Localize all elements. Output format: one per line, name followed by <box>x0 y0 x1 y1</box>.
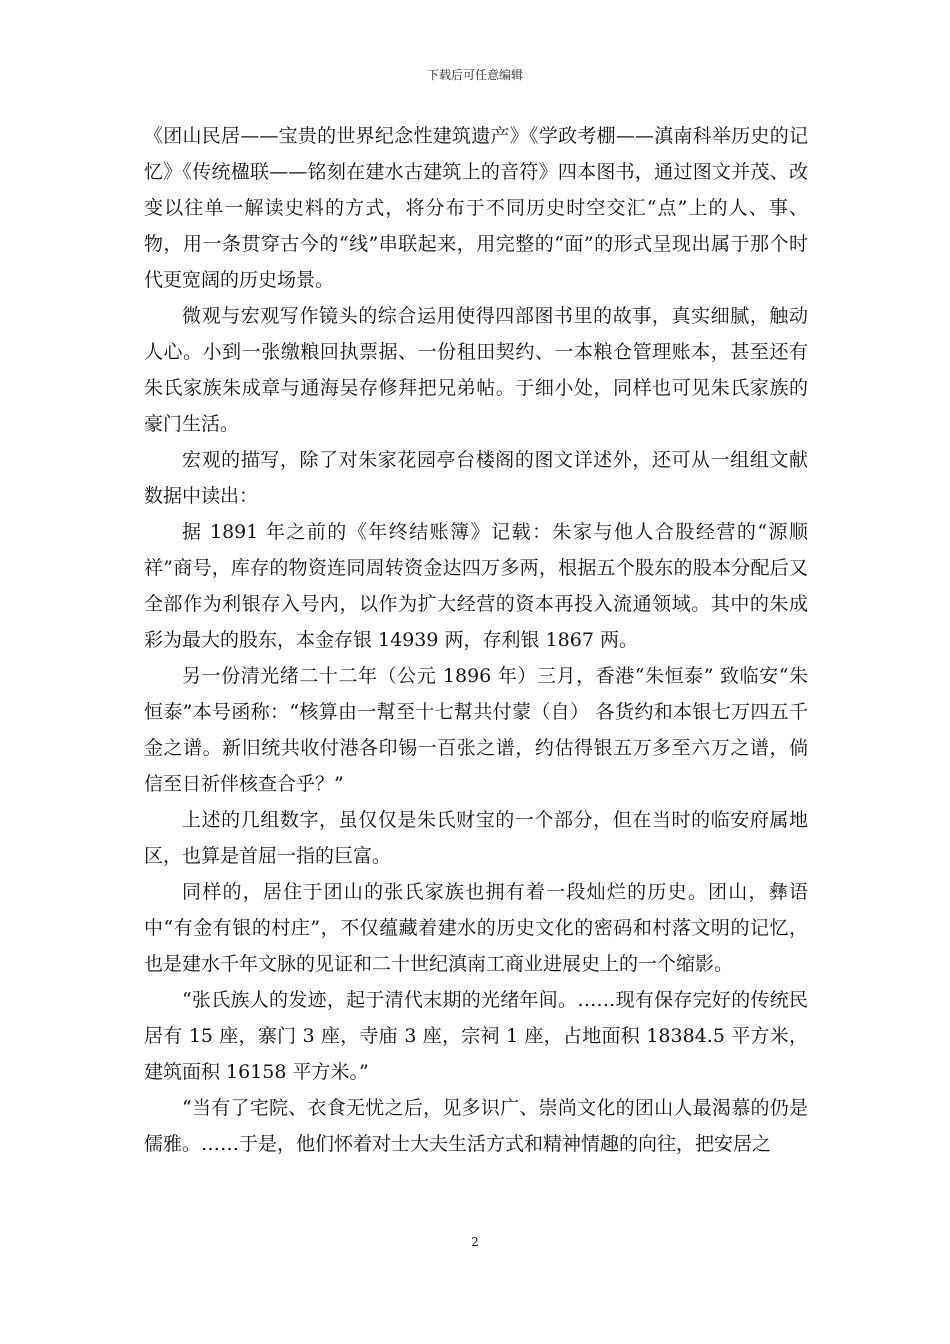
paragraph-residences-quote: “张氏族人的发迹，起于清代末期的光绪年间。……现有保存完好的传统民居有 15 座，寨门 3 座，寺庙 3 座，宗祠 1 座，占地面积 18384.5 平方米，建筑面积 16158 平方米。” <box>144 989 808 1083</box>
paragraph-ledger-record: 据 1891 年之前的《年终结账簿》记载：朱家与他人合股经营的“源顺祥”商号，库存的物资连同周转资金达四万多两，根据五个股东的股本分配后又全部作为利银存入号内，以作为扩大经营的资本再投入流通领域。其中的朱成彩为最大的股东，本金存银 14939 两，存利银 1867 两。 <box>144 521 808 651</box>
paragraph-wealth-summary: 上述的几组数字，虽仅仅是朱氏财宝的一个部分，但在当时的临安府属地区，也算是首屈一指的巨富。 <box>144 809 808 867</box>
paragraph-micro-macro: 微观与宏观写作镜头的综合运用使得四部图书里的故事，真实细腻，触动人心。小到一张缴粮回执票据、一份租田契约、一本粮仓管理账本，甚至还有朱氏家族朱成章与通海吴存修拜把兄弟帖。于细小处，同样也可见朱氏家族的豪门生活。 <box>144 305 808 435</box>
document-body <box>144 118 808 1162</box>
paragraph-book-intro: 《团山民居——宝贵的世界纪念性建筑遗产》《学政考棚——滇南科举历史的记忆》《传统楹联——铭刻在建水古建筑上的音符》四本图书，通过图文并茂、改变以往单一解读史料的方式，将分布于不同历史时空交汇“点”上的人、事、物，用一条贯穿古今的“线”串联起来，用完整的“面”的形式呈现出属于那个时代更宽阔的历史场景。 <box>144 125 808 291</box>
paragraph-culture-quote: “当有了宅院、衣食无忧之后，见多识广、崇尚文化的团山人最渴慕的仍是儒雅。……于是，他们怀着对士大夫生活方式和精神情趣的向往，把安居之 <box>144 1097 808 1155</box>
paragraph-zhang-family: 同样的，居住于团山的张氏家族也拥有着一段灿烂的历史。团山，彝语中“有金有银的村庄”，不仅蕴藏着建水的历史文化的密码和村落文明的记忆，也是建水千年文脉的见证和二十世纪滇南工商业进展史上的一个缩影。 <box>144 881 808 975</box>
paragraph-macro-description: 宏观的描写，除了对朱家花园亭台楼阁的图文详述外，还可从一组组文献数据中读出： <box>144 449 808 507</box>
page-header: 下载后可任意编辑 <box>426 68 523 82</box>
page-number: 2 <box>471 1235 479 1249</box>
paragraph-hongkong-letter: 另一份清光绪二十二年（公元 1896 年）三月，香港“朱恒泰” 致临安“朱恒泰”本号函称：“核算由一幫至十七幫共付蒙（自） 各货约和本银七万四五千金之谱。新旧统共收付港各印锡一百张之谱，约估得银五万多至六万之谱，倘信至日祈伴核查合乎？” <box>144 665 808 795</box>
